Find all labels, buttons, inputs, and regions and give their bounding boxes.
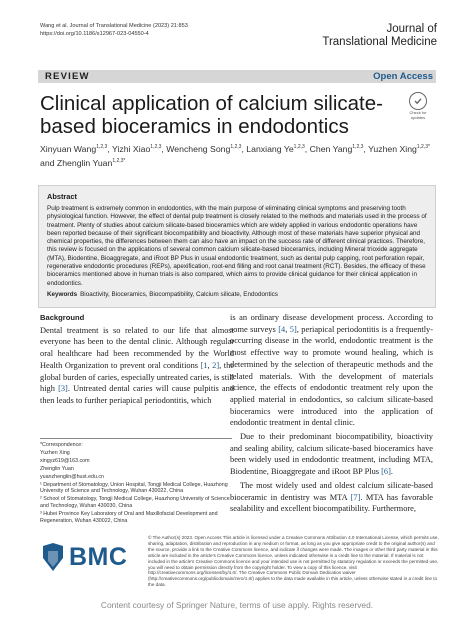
body-paragraph xyxy=(230,312,433,429)
abstract-box xyxy=(38,185,436,308)
paragraph-text: Due to their predominant biocompatibility, bioactivity and sealing ability, calcium silicate-based bioceramics have been widely used in endodontic treatment, including MTA, Biodentine, Bioaggregate and iRoot BP Plus xyxy=(230,432,433,477)
citation-link[interactable]: 5] xyxy=(289,324,297,334)
page-footer: Content courtesy of Springer Nature, terms of use apply. Rights reserved. xyxy=(100,600,374,610)
author-affiliation-marker: 1,2,3 xyxy=(96,144,108,150)
footnote-item: ³ Hubei Province Key Laboratory of Oral and Maxillofacial Development and Regeneration, Wuhan 430022, China xyxy=(40,511,218,525)
footnote-item: Yuzhen Xing xyxy=(40,449,70,456)
citation-link[interactable]: [6] xyxy=(381,467,391,477)
author-name[interactable]: Yizhi Xiao xyxy=(111,143,151,154)
footnote-item: ² School of Stomatology, Tongji Medical College, Huazhong University of Science and Technology, Wuhan 430030, China xyxy=(40,496,230,510)
author-affiliation-marker: 1,2,3 xyxy=(150,144,162,150)
journal-name-line2: Translational Medicine xyxy=(322,36,437,48)
abstract-heading: Abstract xyxy=(47,192,77,201)
bmc-logo[interactable] xyxy=(40,535,135,579)
license-text: © The Author(s) 2023. Open Access This article is licensed under a Creative Commons Attribution 4.0 International License, which permits use, sharing, adaptation, distribution and reproduction in any medium or format, as long as you give appropriate credit to the original author(s) and the source, provide a link to the Creative Commons licence, and indicate if changes were made. The images or other third party material in this article are included in the article's Creative Commons licence, unless indicated otherwise in a credit line to the material. If material is not included in the article's Creative Commons licence and your intended use is not permitted by statutory regulation or exceeds the permitted use, you will need to obtain permission directly from the copyright holder. To view a copy of this licence, visit http://creativecommons.org/licenses/by/4.0/. The Creative Commons Public Domain Dedication waiver (http://creativecommons.org/publicdomain/zero/1.0/) applies to the data made available in this article, unless otherwise stated in a credit line to the data. xyxy=(148,535,439,588)
footnote-item[interactable]: xingyz619@163.com xyxy=(40,457,90,464)
author-name[interactable]: Xinyuan Wang xyxy=(40,143,97,154)
correspondence-footnote xyxy=(40,438,232,526)
author-name[interactable]: Chen Yang xyxy=(309,143,353,154)
citation-link[interactable]: [4 xyxy=(278,324,286,334)
open-access-label: Open Access xyxy=(373,71,433,82)
crossmark-icon xyxy=(409,92,427,110)
left-column-paragraphs xyxy=(40,325,234,407)
paragraph-text: is an ordinary disease development process. According to some surveys xyxy=(230,313,433,334)
author-affiliation-marker: 1,2,3 xyxy=(230,144,242,150)
keywords-line xyxy=(47,291,427,299)
citation-link[interactable]: 2] xyxy=(212,360,220,370)
crossmark-label-line2: updates xyxy=(410,114,426,120)
body-paragraph xyxy=(230,431,433,478)
paragraph-text: . xyxy=(390,467,393,477)
paragraph-text: , periapical periodontitis is a frequently-occurring disease in the world, endodontic treatment is the most effective way to promote wound healing, which is determined by the selection of therapeutic methods and the related materials. With the development of materials science, the effects of endodontic treatment rely upon the applied material in endodontics, so calcium silicate-based bioceramics were introduced into the application of endodontic treatment in dental clinic. xyxy=(230,324,434,428)
author-name[interactable]: Yuzhen Xing xyxy=(368,143,417,154)
doi-link[interactable]: https://doi.org/10.1186/s12967-023-04550-4 xyxy=(40,31,149,37)
footnote-item: Zhenglin Yuan xyxy=(40,465,74,472)
bmc-mark-icon xyxy=(40,542,66,572)
body-paragraph xyxy=(40,325,234,407)
keywords-text: Bioactivity, Bioceramics, Biocompatibility, Calcium silicate, Endodontics xyxy=(80,290,278,298)
footnote-item: ¹ Department of Stomatology, Union Hospital, Tongji Medical College, Huazhong University of Science and Technology, Wuhan 430022, China xyxy=(40,481,228,495)
background-heading: Background xyxy=(40,313,85,322)
citation-line: Wang et al. Journal of Translational Medicine (2023) 21:853 xyxy=(40,23,188,29)
abstract-text: Pulp treatment is extremely common in endodontics, with the main purpose of eliminating clinical symptoms and preserving tooth physiological function. However, the effect of dental pulp treatment is closely related to the methods and materials used in the process of treatment. Plenty of studies about calcium silicate-based bioceramics which are widely applied in various endodontic operations have been reported because of their significant biocompatibility and bioactivity. Although most of these materials have superior physical and chemical properties, the differences between them can also have an impact on the success rate of different clinical practices. Therefore, this review is focused on the applications of several common calcium silicate-based bioceramics, including Mineral trioxide aggregate (MTA), Biodentine, Bioaggregate, and iRoot BP Plus in usual endodontic treatment, such as dental pulp capping, root perforation repair, regenerative endodontic procedures (REPs), apexification, root-end filling and root canal treatment (RCT). Besides, the efficacy of these bioceramics mentioned above in human trials is also compared, which aims to provide clinical guidance for their clinical application in endodontics. xyxy=(47,205,427,287)
right-column-paragraphs xyxy=(230,312,433,515)
author-affiliation-marker: 1,2,3* xyxy=(416,144,430,150)
paragraph-text: , xyxy=(207,360,213,370)
paragraph-text: The most widely used and oldest calcium silicate-based bioceramic in dentistry was MTA xyxy=(230,480,433,502)
paragraph-text: , xyxy=(285,324,290,334)
author-name[interactable]: Zhenglin Yuan xyxy=(56,158,113,169)
author-name[interactable]: Lanxiang Ye xyxy=(246,143,294,154)
author-list: Xinyuan Wang$^{1,2,3}$, Yizhi Xiao$^{1,2,3}$, Wencheng Song$^{1,2,3}$, Lanxiang Ye$^{1,2,3}$, Chen Yang$^{1,2,3}$, Yuzhen Xing$^{1,2,3*}$ and Zhenglin Yuan$^{1,2,3*}$ xyxy=(40,143,430,169)
paragraph-text: , the global burden of caries, especially untreated caries, is still high xyxy=(40,360,235,394)
body-paragraph xyxy=(230,480,433,515)
journal-name xyxy=(322,23,437,49)
citation-header xyxy=(40,22,280,38)
author-affiliation-marker: 1,2,3* xyxy=(112,158,126,165)
author-name[interactable]: Wencheng Song xyxy=(166,143,231,154)
crossmark-label-line1: Check for xyxy=(409,110,427,115)
paragraph-text: . MTA has favorable sealability and excellent biocompatibility. Furthermore, xyxy=(230,492,433,514)
body-column-left xyxy=(40,312,234,409)
citation-link[interactable]: [7] xyxy=(350,492,361,502)
author-affiliation-marker: 1,2,3 xyxy=(352,144,364,150)
footnote-item: *Correspondence: xyxy=(40,442,83,448)
paragraph-text: . Untreated dental caries will cause pulpitis and then leads to further periapical periodontitis, which xyxy=(40,384,235,405)
bmc-logo-text: BMC xyxy=(69,542,128,571)
article-title: Clinical application of calcium silicate-based bioceramics in endodontics xyxy=(40,92,383,138)
author-affiliation-marker: 1,2,3 xyxy=(293,144,305,150)
article-type-label: REVIEW xyxy=(45,71,90,82)
keywords-label: Keywords xyxy=(47,290,78,298)
paragraph-text: Dental treatment is so related to our life that almost everyone has been to the dental clinic. Although regular oral healthcare had been recommended by the World Health Organization to prevent oral conditions xyxy=(40,325,234,370)
citation-link[interactable]: [3] xyxy=(58,384,68,394)
crossmark-button[interactable] xyxy=(403,92,433,122)
footnote-item[interactable]: yuanzhenglin@hust.edu.cn xyxy=(40,473,104,480)
citation-link[interactable]: [1 xyxy=(200,360,208,370)
body-column-right xyxy=(230,312,433,517)
journal-name-line1: Journal of xyxy=(386,23,437,35)
